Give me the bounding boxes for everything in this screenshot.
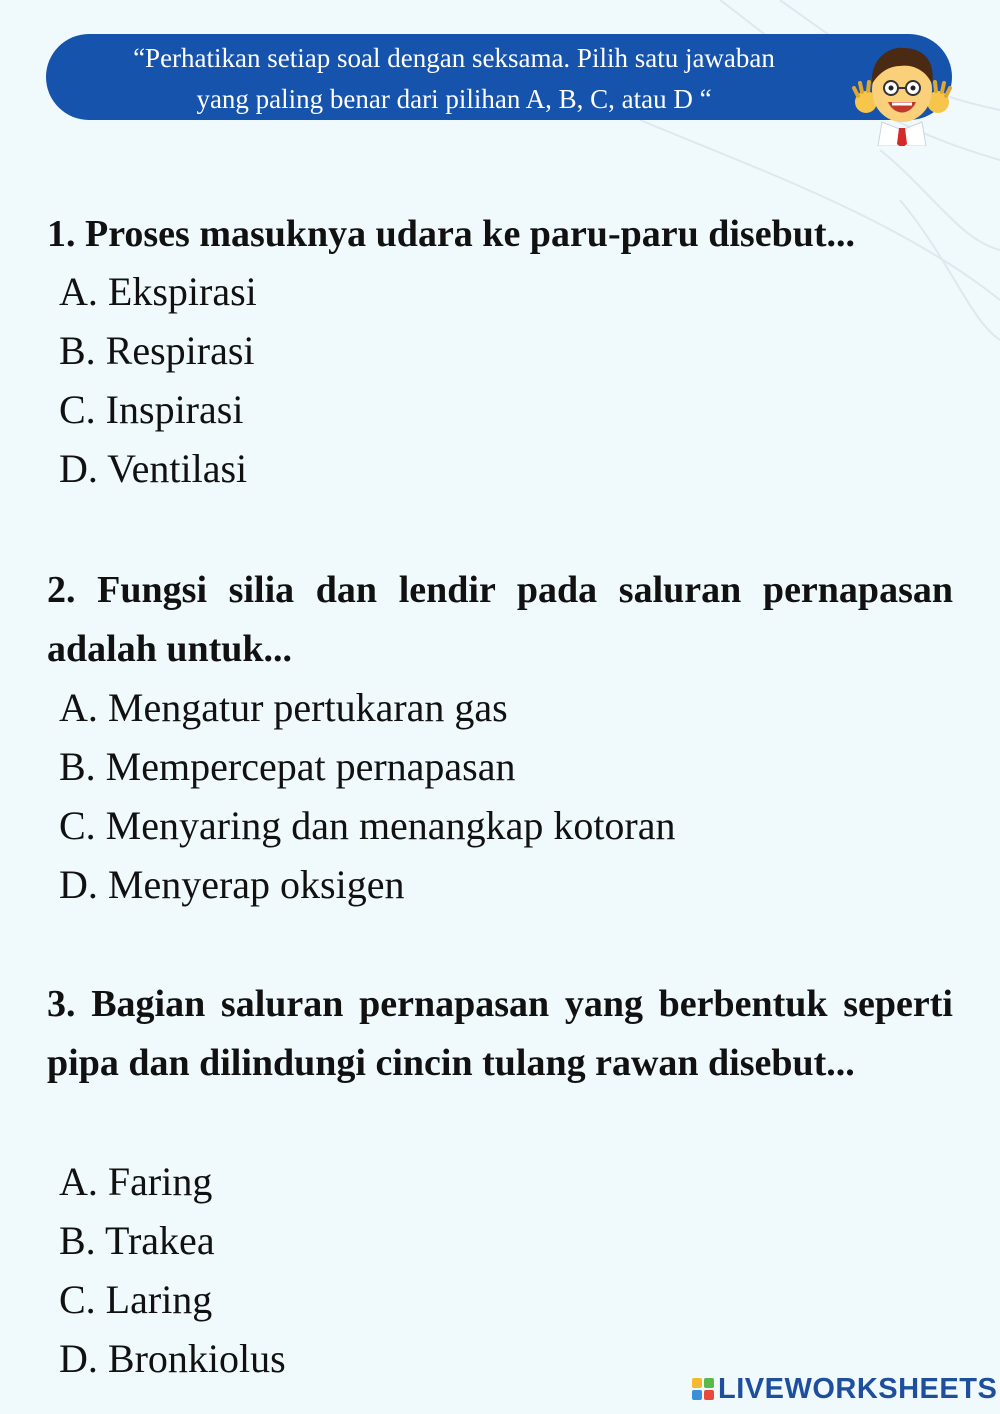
question-3-option-b[interactable]: B. Trakea bbox=[59, 1218, 215, 1263]
liveworksheets-logo-icon bbox=[692, 1378, 714, 1400]
instruction-line-1: “Perhatikan setiap soal dengan seksama. Pilih satu jawaban bbox=[133, 43, 775, 73]
question-1-option-a[interactable]: A. Ekspirasi bbox=[59, 269, 257, 314]
question-1-text: 1. Proses masuknya udara ke paru-paru disebut... bbox=[47, 213, 856, 255]
question-2-option-a[interactable]: A. Mengatur pertukaran gas bbox=[59, 685, 508, 730]
question-2-option-d[interactable]: D. Menyerap oksigen bbox=[59, 862, 405, 907]
teacher-mascot-icon bbox=[852, 30, 952, 146]
question-3-option-c[interactable]: C. Laring bbox=[59, 1277, 213, 1322]
question-2-option-b[interactable]: B. Mempercepat pernapasan bbox=[59, 744, 516, 789]
question-3-option-a[interactable]: A. Faring bbox=[59, 1159, 213, 1204]
question-3-text: 3. Bagian saluran pernapasan yang berbentuk seperti pipa dan dilindungi cincin tulang rawan disebut... bbox=[47, 983, 953, 1084]
question-1-option-b[interactable]: B. Respirasi bbox=[59, 328, 255, 373]
liveworksheets-branding[interactable] bbox=[692, 1372, 997, 1406]
question-3-option-d[interactable]: D. Bronkiolus bbox=[59, 1336, 286, 1381]
question-1-option-d[interactable]: D. Ventilasi bbox=[59, 446, 248, 491]
question-1-option-c[interactable]: C. Inspirasi bbox=[59, 387, 244, 432]
branding-label: LIVEWORKSHEETS bbox=[718, 1372, 998, 1405]
instruction-line-2: yang paling benar dari pilihan A, B, C, atau D “ bbox=[196, 84, 712, 114]
question-2-option-c[interactable]: C. Menyaring dan menangkap kotoran bbox=[59, 803, 676, 848]
instruction-banner bbox=[46, 34, 952, 120]
question-2-text: 2. Fungsi silia dan lendir pada saluran pernapasan adalah untuk... bbox=[47, 569, 953, 670]
